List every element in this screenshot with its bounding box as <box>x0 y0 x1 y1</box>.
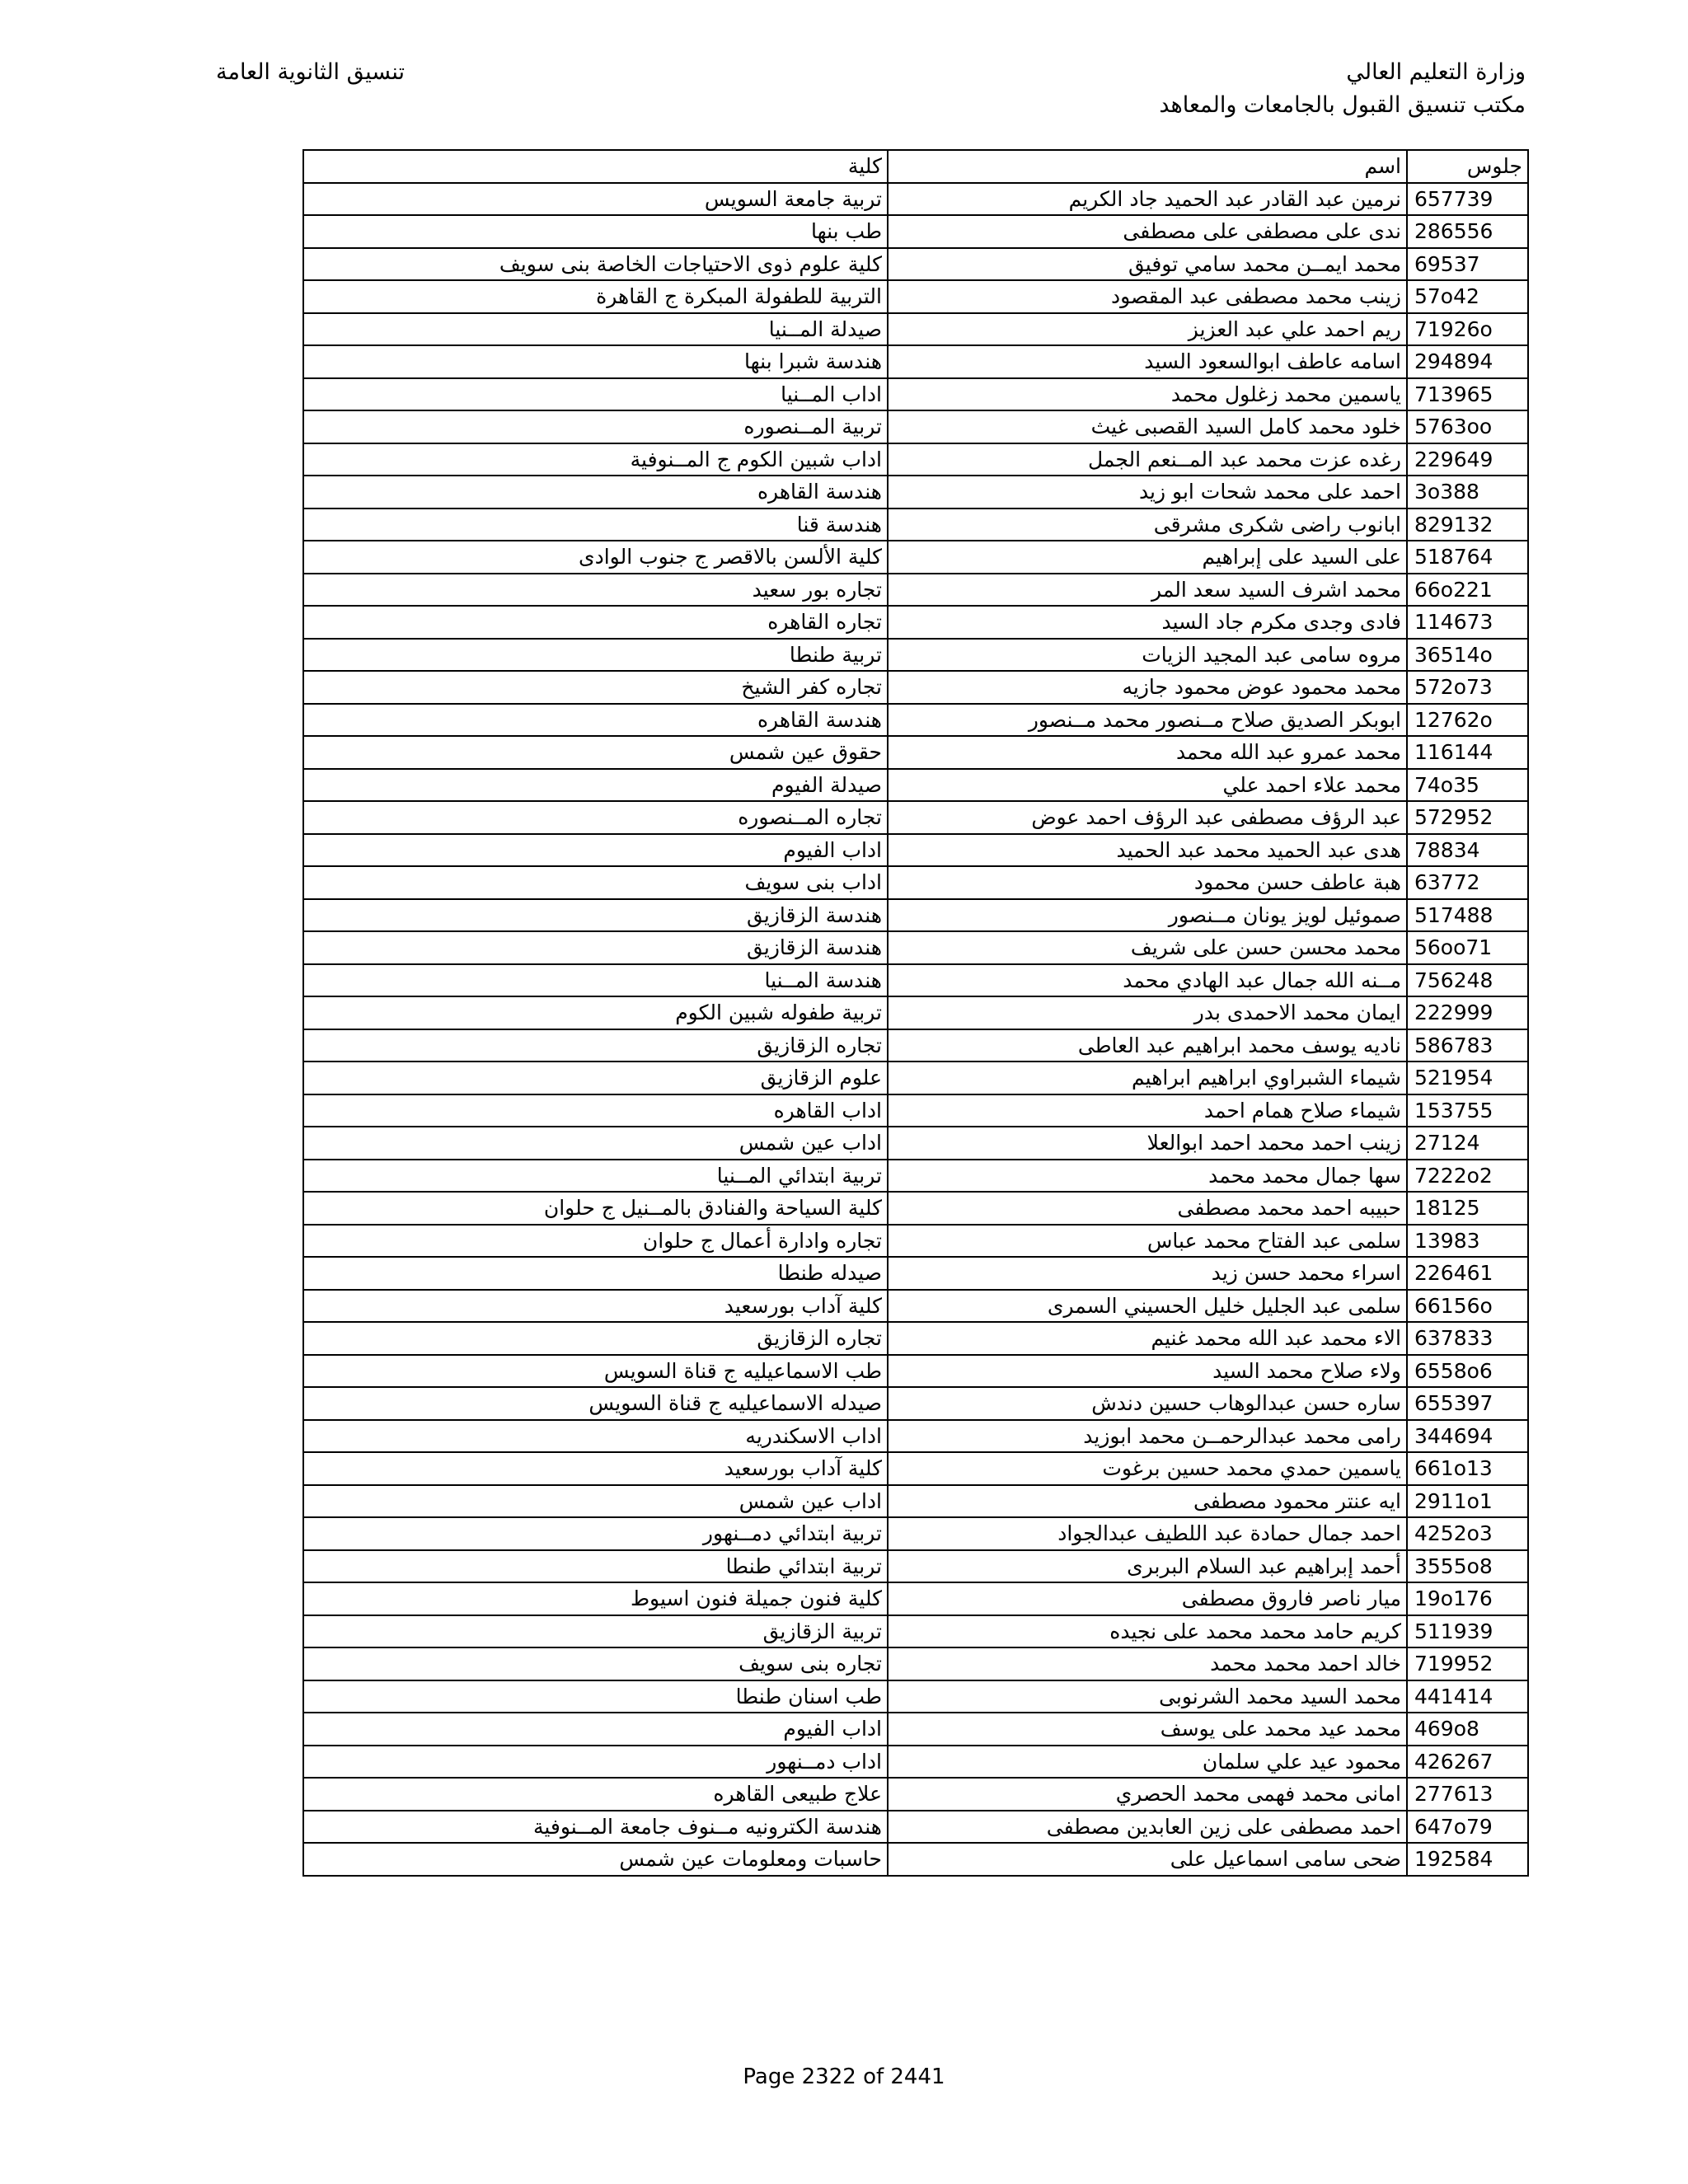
seat-cell: 756248 <box>1407 964 1528 997</box>
faculty-cell: تجاره وادارة أعمال ج حلوان <box>303 1225 888 1258</box>
seat-cell: 521954 <box>1407 1062 1528 1094</box>
faculty-cell: اداب شبين الكوم ج المــنوفية <box>303 443 888 476</box>
table-row <box>303 866 1528 899</box>
table-row <box>303 1225 1528 1258</box>
table-row <box>303 1550 1528 1583</box>
name-cell: ابانوب راضى شكرى مشرقى <box>888 509 1407 541</box>
table-row <box>303 931 1528 964</box>
faculty-cell: تربية المــنصوره <box>303 410 888 443</box>
table-row <box>303 606 1528 639</box>
name-cell: مروه سامى عبد المجيد الزيات <box>888 639 1407 672</box>
name-cell: سلمى عبد الجليل خليل الحسيني السمرى <box>888 1290 1407 1323</box>
name-cell: ابوبكر الصديق صلاح مــنصور محمد مــنصور <box>888 704 1407 737</box>
table-row <box>303 313 1528 346</box>
table-row <box>303 215 1528 248</box>
faculty-cell: هندسة الزقازيق <box>303 931 888 964</box>
table-row <box>303 1811 1528 1844</box>
faculty-cell: تربية طنطا <box>303 639 888 672</box>
table-row <box>303 443 1528 476</box>
name-cell: ندى على مصطفى على مصطفى <box>888 215 1407 248</box>
name-cell: امانى محمد فهمى محمد الحصري <box>888 1778 1407 1811</box>
name-cell: هدى عبد الحميد محمد عبد الحميد <box>888 834 1407 867</box>
table-row <box>303 1746 1528 1779</box>
faculty-cell: كلية الألسن بالاقصر ج جنوب الوادى <box>303 541 888 574</box>
table-row <box>303 1062 1528 1094</box>
seat-cell: 637833 <box>1407 1322 1528 1355</box>
name-cell: زينب احمد محمد احمد ابوالعلا <box>888 1127 1407 1160</box>
seat-cell: 3o388 <box>1407 476 1528 509</box>
table-row <box>303 1582 1528 1615</box>
name-cell: ياسمين محمد زغلول محمد <box>888 378 1407 411</box>
table-row <box>303 736 1528 769</box>
table-row <box>303 996 1528 1029</box>
faculty-cell: اداب الفيوم <box>303 1713 888 1746</box>
seat-cell: 63772 <box>1407 866 1528 899</box>
table-row <box>303 1485 1528 1518</box>
seat-cell: 572952 <box>1407 801 1528 834</box>
faculty-cell: طب بنها <box>303 215 888 248</box>
table-row <box>303 378 1528 411</box>
name-cell: ياسمين حمدي محمد حسين برغوت <box>888 1452 1407 1485</box>
seat-cell: 518764 <box>1407 541 1528 574</box>
faculty-cell: تجاره كفر الشيخ <box>303 671 888 704</box>
faculty-cell: صيدله الاسماعيليه ج قناة السويس <box>303 1387 888 1420</box>
faculty-cell: طب الاسماعيليه ج قناة السويس <box>303 1355 888 1388</box>
name-cell: محمد اشرف السيد سعد المر <box>888 574 1407 607</box>
name-cell: خالد احمد محمد محمد <box>888 1647 1407 1680</box>
table-header-row <box>303 150 1528 183</box>
column-header-seat: جلوس <box>1407 150 1528 183</box>
name-cell: رامى محمد عبدالرحمــن محمد ابوزيد <box>888 1420 1407 1453</box>
faculty-cell: هندسة القاهره <box>303 704 888 737</box>
table-row <box>303 1257 1528 1290</box>
table-row <box>303 1355 1528 1388</box>
table-row <box>303 1713 1528 1746</box>
table-row <box>303 671 1528 704</box>
name-cell: محمد عيد محمد على يوسف <box>888 1713 1407 1746</box>
name-cell: محمد ايمــن محمد سامي توفيق <box>888 248 1407 281</box>
seat-cell: 657739 <box>1407 183 1528 216</box>
faculty-cell: التربية للطفولة المبكرة ج القاهرة <box>303 280 888 313</box>
seat-cell: 13983 <box>1407 1225 1528 1258</box>
name-cell: هبة عاطف حسن محمود <box>888 866 1407 899</box>
faculty-cell: اداب بنى سويف <box>303 866 888 899</box>
seat-cell: 222999 <box>1407 996 1528 1029</box>
name-cell: احمد على محمد شحات ابو زيد <box>888 476 1407 509</box>
table-row <box>303 574 1528 607</box>
name-cell: مــنه الله جمال عبد الهادي محمد <box>888 964 1407 997</box>
name-cell: صموئيل لويز يونان مــنصور <box>888 899 1407 932</box>
table-row <box>303 1517 1528 1550</box>
seat-cell: 7222o2 <box>1407 1160 1528 1193</box>
name-cell: شيماء الشبراوي ابراهيم ابراهيم <box>888 1062 1407 1094</box>
seat-cell: 114673 <box>1407 606 1528 639</box>
seat-cell: 572o73 <box>1407 671 1528 704</box>
faculty-cell: تجاره القاهره <box>303 606 888 639</box>
faculty-cell: تربية ابتدائي المــنيا <box>303 1160 888 1193</box>
faculty-cell: حقوق عين شمس <box>303 736 888 769</box>
table-row <box>303 834 1528 867</box>
faculty-cell: تجاره المــنصوره <box>303 801 888 834</box>
name-cell: فادى وجدى مكرم جاد السيد <box>888 606 1407 639</box>
seat-cell: 511939 <box>1407 1615 1528 1648</box>
name-cell: ريم احمد علي عبد العزيز <box>888 313 1407 346</box>
table-row <box>303 1647 1528 1680</box>
faculty-cell: اداب المــنيا <box>303 378 888 411</box>
name-cell: محمد السيد محمد الشرنوبى <box>888 1680 1407 1713</box>
name-cell: اسامه عاطف ابوالسعود السيد <box>888 345 1407 378</box>
results-table <box>302 149 1529 1877</box>
faculty-cell: اداب القاهره <box>303 1094 888 1127</box>
faculty-cell: صيدلة المــنيا <box>303 313 888 346</box>
seat-cell: 469o8 <box>1407 1713 1528 1746</box>
table-row <box>303 476 1528 509</box>
seat-cell: 12762o <box>1407 704 1528 737</box>
table-row <box>303 964 1528 997</box>
faculty-cell: اداب عين شمس <box>303 1127 888 1160</box>
table-row <box>303 1452 1528 1485</box>
office-title: مكتب تنسيق القبول بالجامعات والمعاهد <box>1159 92 1526 118</box>
faculty-cell: تربية طفوله شبين الكوم <box>303 996 888 1029</box>
name-cell: سلمى عبد الفتاح محمد عباس <box>888 1225 1407 1258</box>
name-cell: على السيد على إبراهيم <box>888 541 1407 574</box>
table-row <box>303 345 1528 378</box>
seat-cell: 57o42 <box>1407 280 1528 313</box>
faculty-cell: هندسة الزقازيق <box>303 899 888 932</box>
faculty-cell: اداب الفيوم <box>303 834 888 867</box>
faculty-cell: تربية الزقازيق <box>303 1615 888 1648</box>
faculty-cell: كلية آداب بورسعيد <box>303 1290 888 1323</box>
table-row <box>303 1094 1528 1127</box>
name-cell: ناديه يوسف محمد ابراهيم عبد العاطى <box>888 1029 1407 1062</box>
faculty-cell: هندسة القاهره <box>303 476 888 509</box>
table-row <box>303 704 1528 737</box>
name-cell: ميار ناصر فاروق مصطفى <box>888 1582 1407 1615</box>
table-row <box>303 410 1528 443</box>
seat-cell: 116144 <box>1407 736 1528 769</box>
table-row <box>303 280 1528 313</box>
name-cell: سها جمال محمد محمد <box>888 1160 1407 1193</box>
seat-cell: 719952 <box>1407 1647 1528 1680</box>
seat-cell: 74o35 <box>1407 769 1528 802</box>
faculty-cell: اداب الاسكندريه <box>303 1420 888 1453</box>
name-cell: رغده عزت محمد عبد المــنعم الجمل <box>888 443 1407 476</box>
name-cell: ايه عنتر محمود مصطفى <box>888 1485 1407 1518</box>
name-cell: ولاء صلاح محمد السيد <box>888 1355 1407 1388</box>
name-cell: حبيبه احمد محمد مصطفى <box>888 1192 1407 1225</box>
seat-cell: 441414 <box>1407 1680 1528 1713</box>
name-cell: اسراء محمد حسن زيد <box>888 1257 1407 1290</box>
table-row <box>303 183 1528 216</box>
name-cell: ايمان محمد الاحمدى بدر <box>888 996 1407 1029</box>
name-cell: نرمين عبد القادر عبد الحميد جاد الكريم <box>888 183 1407 216</box>
faculty-cell: كلية آداب بورسعيد <box>303 1452 888 1485</box>
seat-cell: 713965 <box>1407 378 1528 411</box>
seat-cell: 517488 <box>1407 899 1528 932</box>
seat-cell: 66o221 <box>1407 574 1528 607</box>
faculty-cell: صيدلة الفيوم <box>303 769 888 802</box>
faculty-cell: علاج طبيعى القاهره <box>303 1778 888 1811</box>
name-cell: أحمد إبراهيم عبد السلام البربرى <box>888 1550 1407 1583</box>
faculty-cell: تجاره بنى سويف <box>303 1647 888 1680</box>
faculty-cell: تربية ابتدائي طنطا <box>303 1550 888 1583</box>
table-row <box>303 1290 1528 1323</box>
table-row <box>303 1029 1528 1062</box>
faculty-cell: تربية ابتدائي دمــنهور <box>303 1517 888 1550</box>
faculty-cell: اداب دمــنهور <box>303 1746 888 1779</box>
faculty-cell: تربية جامعة السويس <box>303 183 888 216</box>
seat-cell: 71926o <box>1407 313 1528 346</box>
seat-cell: 5763oo <box>1407 410 1528 443</box>
seat-cell: 3555o8 <box>1407 1550 1528 1583</box>
seat-cell: 66156o <box>1407 1290 1528 1323</box>
table-row <box>303 1127 1528 1160</box>
seat-cell: 344694 <box>1407 1420 1528 1453</box>
table-row <box>303 509 1528 541</box>
name-cell: محمد محمود عوض محمود جازيه <box>888 671 1407 704</box>
name-cell: الاء محمد عبد الله محمد غنيم <box>888 1322 1407 1355</box>
name-cell: ساره حسن عبدالوهاب حسين دندش <box>888 1387 1407 1420</box>
table-row <box>303 899 1528 932</box>
seat-cell: 18125 <box>1407 1192 1528 1225</box>
seat-cell: 661o13 <box>1407 1452 1528 1485</box>
ministry-title: وزارة التعليم العالي <box>1346 59 1526 85</box>
faculty-cell: طب اسنان طنطا <box>303 1680 888 1713</box>
faculty-cell: صيدله طنطا <box>303 1257 888 1290</box>
seat-cell: 294894 <box>1407 345 1528 378</box>
name-cell: شيماء صلاح همام احمد <box>888 1094 1407 1127</box>
table-row <box>303 1680 1528 1713</box>
table-row <box>303 1322 1528 1355</box>
seat-cell: 19o176 <box>1407 1582 1528 1615</box>
faculty-cell: تجاره الزقازيق <box>303 1029 888 1062</box>
seat-cell: 36514o <box>1407 639 1528 672</box>
faculty-cell: كلية السياحة والفنادق بالمــنيل ج حلوان <box>303 1192 888 1225</box>
name-cell: احمد مصطفى على زين العابدين مصطفى <box>888 1811 1407 1844</box>
seat-cell: 69537 <box>1407 248 1528 281</box>
seat-cell: 426267 <box>1407 1746 1528 1779</box>
seat-cell: 153755 <box>1407 1094 1528 1127</box>
table-row <box>303 1192 1528 1225</box>
faculty-cell: كلية فنون جميلة فنون اسيوط <box>303 1582 888 1615</box>
name-cell: احمد جمال حمادة عبد اللطيف عبدالجواد <box>888 1517 1407 1550</box>
seat-cell: 27124 <box>1407 1127 1528 1160</box>
seat-cell: 78834 <box>1407 834 1528 867</box>
faculty-cell: هندسة الكترونيه مــنوف جامعة المــنوفية <box>303 1811 888 1844</box>
seat-cell: 655397 <box>1407 1387 1528 1420</box>
seat-cell: 829132 <box>1407 509 1528 541</box>
table-row <box>303 801 1528 834</box>
faculty-cell: اداب عين شمس <box>303 1485 888 1518</box>
name-cell: محمود عيد علي سلمان <box>888 1746 1407 1779</box>
faculty-cell: تجاره الزقازيق <box>303 1322 888 1355</box>
table-row <box>303 1420 1528 1453</box>
name-cell: محمد عمرو عبد الله محمد <box>888 736 1407 769</box>
seat-cell: 6558o6 <box>1407 1355 1528 1388</box>
table-row <box>303 248 1528 281</box>
name-cell: خلود محمد كامل السيد القصبى غيث <box>888 410 1407 443</box>
table-row <box>303 1160 1528 1193</box>
table-row <box>303 1778 1528 1811</box>
faculty-cell: هندسة المــنيا <box>303 964 888 997</box>
page-number: Page 2322 of 2441 <box>743 2064 945 2089</box>
name-cell: محمد محسن حسن على شريف <box>888 931 1407 964</box>
column-header-name: اسم <box>888 150 1407 183</box>
seat-cell: 4252o3 <box>1407 1517 1528 1550</box>
table-row <box>303 1615 1528 1648</box>
faculty-cell: كلية علوم ذوى الاحتياجات الخاصة بنى سويف <box>303 248 888 281</box>
name-cell: عبد الرؤف مصطفى عبد الرؤف احمد عوض <box>888 801 1407 834</box>
column-header-faculty: كلية <box>303 150 888 183</box>
name-cell: محمد علاء احمد علي <box>888 769 1407 802</box>
faculty-cell: تجاره بور سعيد <box>303 574 888 607</box>
name-cell: ضحى سامى اسماعيل على <box>888 1843 1407 1876</box>
seat-cell: 2911o1 <box>1407 1485 1528 1518</box>
seat-cell: 226461 <box>1407 1257 1528 1290</box>
seat-cell: 56oo71 <box>1407 931 1528 964</box>
seat-cell: 192584 <box>1407 1843 1528 1876</box>
table-row <box>303 1387 1528 1420</box>
faculty-cell: علوم الزقازيق <box>303 1062 888 1094</box>
faculty-cell: هندسة شبرا بنها <box>303 345 888 378</box>
table-row <box>303 1843 1528 1876</box>
seat-cell: 277613 <box>1407 1778 1528 1811</box>
seat-cell: 286556 <box>1407 215 1528 248</box>
table-row <box>303 769 1528 802</box>
faculty-cell: حاسبات ومعلومات عين شمس <box>303 1843 888 1876</box>
name-cell: كريم حامد محمد محمد على نجيده <box>888 1615 1407 1648</box>
table-row <box>303 639 1528 672</box>
faculty-cell: هندسة قنا <box>303 509 888 541</box>
seat-cell: 229649 <box>1407 443 1528 476</box>
seat-cell: 586783 <box>1407 1029 1528 1062</box>
name-cell: زينب محمد مصطفى عبد المقصود <box>888 280 1407 313</box>
table-row <box>303 541 1528 574</box>
coordination-title: تنسيق الثانوية العامة <box>216 59 406 85</box>
seat-cell: 647o79 <box>1407 1811 1528 1844</box>
